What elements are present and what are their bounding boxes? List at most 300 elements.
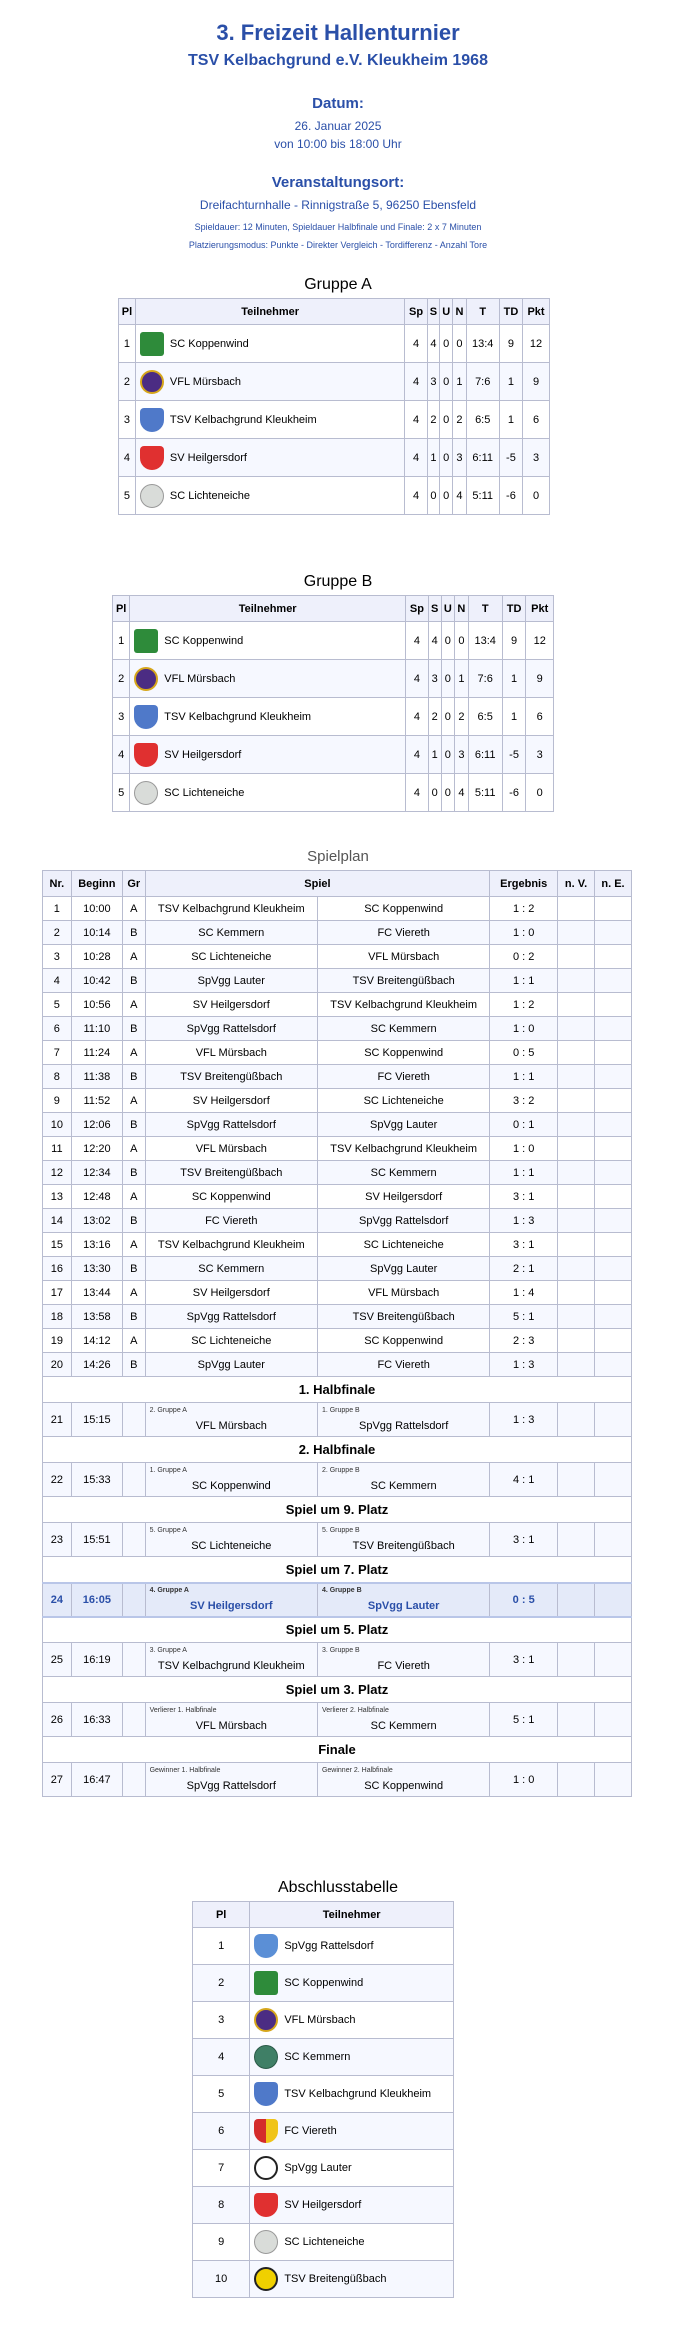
game-group: A bbox=[123, 897, 146, 921]
game-result: 1 : 0 bbox=[490, 1763, 558, 1797]
game-row bbox=[43, 1305, 632, 1329]
home-slot-inner bbox=[146, 1404, 317, 1436]
away-slot bbox=[317, 1463, 489, 1497]
away-source: Verlierer 2. Halbfinale bbox=[321, 1706, 389, 1714]
team-name: TSV Kelbachgrund Kleukheim bbox=[169, 413, 317, 426]
game-nr: 17 bbox=[43, 1281, 72, 1305]
game-row bbox=[43, 897, 632, 921]
nv-cell bbox=[558, 1257, 595, 1281]
nv-cell bbox=[558, 1703, 595, 1737]
away-source: 4. Gruppe B bbox=[321, 1586, 362, 1594]
round-title: Spiel um 9. Platz bbox=[43, 1497, 632, 1523]
venue-value: Dreifachturnhalle - Rinnigstraße 5, 96250 Ebensfeld bbox=[199, 198, 477, 212]
final-col-pl: Pl bbox=[193, 1902, 250, 1928]
heilgersdorf-logo-icon bbox=[140, 446, 164, 470]
nv-cell bbox=[558, 1161, 595, 1185]
cell-team bbox=[130, 736, 406, 774]
home-team: SV Heilgersdorf bbox=[145, 993, 317, 1017]
home-slot bbox=[145, 1523, 317, 1557]
lauter-logo-icon bbox=[254, 2156, 278, 2180]
group-col-0: Pl bbox=[113, 596, 130, 622]
game-group bbox=[123, 1463, 146, 1497]
cell-s: 4 bbox=[427, 325, 439, 363]
game-result: 1 : 1 bbox=[490, 1161, 558, 1185]
home-team: SV Heilgersdorf bbox=[145, 1281, 317, 1305]
final-team bbox=[250, 2113, 454, 2150]
nv-cell bbox=[558, 1065, 595, 1089]
game-result: 3 : 1 bbox=[490, 1233, 558, 1257]
game-time: 11:10 bbox=[71, 1017, 122, 1041]
home-source: 2. Gruppe A bbox=[149, 1406, 187, 1414]
ne-cell bbox=[594, 1403, 631, 1437]
cell-td: 1 bbox=[502, 698, 526, 736]
nv-cell bbox=[558, 1281, 595, 1305]
game-time: 13:58 bbox=[71, 1305, 122, 1329]
cell-s: 0 bbox=[427, 477, 439, 515]
nv-cell bbox=[558, 921, 595, 945]
game-group bbox=[123, 1583, 146, 1617]
away-team: TSV Breitengüßbach bbox=[352, 1539, 455, 1552]
away-slot bbox=[317, 1583, 489, 1617]
ne-cell bbox=[594, 1703, 631, 1737]
cell-n: 1 bbox=[453, 363, 466, 401]
date-label: Datum: bbox=[312, 95, 364, 112]
round-title: Spiel um 3. Platz bbox=[43, 1677, 632, 1703]
away-team: SC Koppenwind bbox=[364, 1779, 444, 1792]
cell-pkt: 12 bbox=[526, 622, 554, 660]
cell-t: 5:11 bbox=[468, 774, 502, 812]
game-row bbox=[43, 1353, 632, 1377]
away-source: 2. Gruppe B bbox=[321, 1466, 360, 1474]
cell-t: 13:4 bbox=[466, 325, 499, 363]
game-nr: 18 bbox=[43, 1305, 72, 1329]
game-group: B bbox=[123, 1305, 146, 1329]
team-name: TSV Kelbachgrund Kleukheim bbox=[284, 2087, 432, 2100]
game-result: 1 : 3 bbox=[490, 1209, 558, 1233]
game-time: 12:20 bbox=[71, 1137, 122, 1161]
away-team: SC Lichteneiche bbox=[317, 1089, 489, 1113]
group-b-table bbox=[112, 595, 554, 812]
game-time: 14:12 bbox=[71, 1329, 122, 1353]
home-source: Gewinner 1. Halbfinale bbox=[149, 1766, 221, 1774]
cell-u: 0 bbox=[440, 363, 453, 401]
game-result: 0 : 2 bbox=[490, 945, 558, 969]
nv-cell bbox=[558, 945, 595, 969]
col-nv: n. V. bbox=[558, 871, 595, 897]
final-place: 4 bbox=[193, 2039, 250, 2076]
home-team: VFL Mürsbach bbox=[195, 1719, 267, 1732]
home-slot bbox=[145, 1643, 317, 1677]
group-b-header-row bbox=[113, 596, 554, 622]
table-row bbox=[119, 439, 550, 477]
game-time: 13:16 bbox=[71, 1233, 122, 1257]
date-value: 26. Januar 2025 bbox=[294, 119, 382, 133]
away-slot-inner bbox=[318, 1524, 489, 1556]
cell-s: 1 bbox=[428, 736, 441, 774]
game-row bbox=[43, 1113, 632, 1137]
final-team bbox=[250, 1965, 454, 2002]
team-name: SpVgg Lauter bbox=[284, 2161, 352, 2174]
duration-note: Spieldauer: 12 Minuten, Spieldauer Halbfinale und Finale: 2 x 7 Minuten bbox=[194, 222, 482, 232]
ne-cell bbox=[594, 1161, 631, 1185]
ne-cell bbox=[594, 1329, 631, 1353]
col-ergebnis: Ergebnis bbox=[490, 871, 558, 897]
home-slot bbox=[145, 1463, 317, 1497]
cell-u: 0 bbox=[440, 477, 453, 515]
away-team: FC Viereth bbox=[317, 1353, 489, 1377]
game-group: B bbox=[123, 1161, 146, 1185]
team-name: SV Heilgersdorf bbox=[169, 451, 247, 464]
table-row bbox=[193, 2261, 454, 2298]
group-col-5: N bbox=[455, 596, 469, 622]
game-group: A bbox=[123, 1329, 146, 1353]
home-team: VFL Mürsbach bbox=[145, 1137, 317, 1161]
away-source: 1. Gruppe B bbox=[321, 1406, 360, 1414]
round-title: Finale bbox=[43, 1737, 632, 1763]
knockout-row bbox=[43, 1463, 632, 1497]
team-name: SC Lichteneiche bbox=[169, 489, 251, 502]
game-result: 1 : 0 bbox=[490, 921, 558, 945]
cell-team bbox=[130, 622, 406, 660]
game-group: A bbox=[123, 1041, 146, 1065]
knockout-row bbox=[43, 1703, 632, 1737]
game-time: 10:42 bbox=[71, 969, 122, 993]
ne-cell bbox=[594, 969, 631, 993]
muersbach-logo-icon bbox=[134, 667, 158, 691]
group-col-3: S bbox=[427, 299, 439, 325]
game-time: 16:33 bbox=[71, 1703, 122, 1737]
game-row bbox=[43, 1137, 632, 1161]
round-header-row bbox=[43, 1617, 632, 1643]
game-result: 1 : 1 bbox=[490, 969, 558, 993]
away-team: SC Kemmern bbox=[370, 1719, 437, 1732]
cell-t: 13:4 bbox=[468, 622, 502, 660]
final-place: 7 bbox=[193, 2150, 250, 2187]
final-team bbox=[250, 2261, 454, 2298]
cell-t: 5:11 bbox=[466, 477, 499, 515]
game-time: 15:15 bbox=[71, 1403, 122, 1437]
game-result: 3 : 2 bbox=[490, 1089, 558, 1113]
group-col-0: Pl bbox=[119, 299, 136, 325]
game-nr: 5 bbox=[43, 993, 72, 1017]
knockout-row bbox=[43, 1403, 632, 1437]
away-team: SC Kemmern bbox=[317, 1161, 489, 1185]
away-source: Gewinner 2. Halbfinale bbox=[321, 1766, 393, 1774]
game-nr: 26 bbox=[43, 1703, 72, 1737]
knockout-row bbox=[43, 1763, 632, 1797]
ne-cell bbox=[594, 1089, 631, 1113]
final-place: 2 bbox=[193, 1965, 250, 2002]
final-team bbox=[250, 2187, 454, 2224]
nv-cell bbox=[558, 1763, 595, 1797]
kemmern-logo-icon bbox=[254, 2045, 278, 2069]
cell-sp: 4 bbox=[405, 363, 427, 401]
round-title: Spiel um 7. Platz bbox=[43, 1557, 632, 1583]
game-nr: 8 bbox=[43, 1065, 72, 1089]
team-name: SV Heilgersdorf bbox=[284, 2198, 362, 2211]
table-row bbox=[193, 2002, 454, 2039]
game-group: B bbox=[123, 921, 146, 945]
table-row bbox=[113, 698, 554, 736]
ne-cell bbox=[594, 1281, 631, 1305]
venue-label: Veranstaltungsort: bbox=[271, 174, 405, 191]
cell-n: 4 bbox=[453, 477, 466, 515]
ne-cell bbox=[594, 1763, 631, 1797]
game-row bbox=[43, 1185, 632, 1209]
game-result: 0 : 5 bbox=[490, 1041, 558, 1065]
cell-sp: 4 bbox=[406, 736, 429, 774]
cell-u: 0 bbox=[441, 736, 455, 774]
ne-cell bbox=[594, 1353, 631, 1377]
game-result: 2 : 1 bbox=[490, 1257, 558, 1281]
game-group: B bbox=[123, 1257, 146, 1281]
nv-cell bbox=[558, 1643, 595, 1677]
cell-n: 1 bbox=[455, 660, 469, 698]
game-group: B bbox=[123, 1017, 146, 1041]
knockout-row bbox=[43, 1643, 632, 1677]
team-name: SC Lichteneiche bbox=[164, 786, 245, 799]
cell-team bbox=[135, 439, 404, 477]
game-group: B bbox=[123, 1113, 146, 1137]
away-slot bbox=[317, 1643, 489, 1677]
team-name: SC Koppenwind bbox=[169, 337, 249, 350]
cell-team bbox=[130, 660, 406, 698]
nv-cell bbox=[558, 1329, 595, 1353]
final-team bbox=[250, 2002, 454, 2039]
home-team: SC Kemmern bbox=[145, 1257, 317, 1281]
group-col-6: T bbox=[468, 596, 502, 622]
away-team: FC Viereth bbox=[377, 1659, 430, 1672]
game-group: A bbox=[123, 1137, 146, 1161]
cell-pl: 1 bbox=[119, 325, 136, 363]
away-team: SpVgg Lauter bbox=[317, 1113, 489, 1137]
game-time: 11:24 bbox=[71, 1041, 122, 1065]
home-slot bbox=[145, 1403, 317, 1437]
schedule-header-row bbox=[43, 871, 632, 897]
away-slot-inner bbox=[318, 1584, 489, 1616]
ne-cell bbox=[594, 1233, 631, 1257]
group-col-3: S bbox=[428, 596, 441, 622]
team-name: VFL Mürsbach bbox=[164, 672, 236, 685]
round-header-row bbox=[43, 1557, 632, 1583]
game-group bbox=[123, 1763, 146, 1797]
cell-s: 2 bbox=[427, 401, 439, 439]
away-slot-inner bbox=[318, 1764, 489, 1796]
muersbach-logo-icon bbox=[140, 370, 164, 394]
game-row bbox=[43, 1041, 632, 1065]
away-slot-inner bbox=[318, 1464, 489, 1496]
away-team: SpVgg Lauter bbox=[367, 1599, 440, 1612]
heilgersdorf-logo-icon bbox=[134, 743, 158, 767]
cell-pkt: 9 bbox=[523, 363, 550, 401]
game-result: 5 : 1 bbox=[490, 1305, 558, 1329]
cell-td: 1 bbox=[499, 401, 522, 439]
group-a-header-row bbox=[119, 299, 550, 325]
nv-cell bbox=[558, 1113, 595, 1137]
game-group: A bbox=[123, 1185, 146, 1209]
game-nr: 21 bbox=[43, 1403, 72, 1437]
cell-sp: 4 bbox=[405, 439, 427, 477]
game-time: 12:48 bbox=[71, 1185, 122, 1209]
nv-cell bbox=[558, 1137, 595, 1161]
mode-note: Platzierungsmodus: Punkte - Direkter Vergleich - Tordifferenz - Anzahl Tore bbox=[188, 240, 488, 250]
cell-td: -5 bbox=[502, 736, 526, 774]
koppenwind-logo-icon bbox=[254, 1971, 278, 1995]
game-result: 1 : 3 bbox=[490, 1403, 558, 1437]
final-place: 6 bbox=[193, 2113, 250, 2150]
lichteneiche-logo-icon bbox=[134, 781, 158, 805]
game-result: 2 : 3 bbox=[490, 1329, 558, 1353]
home-slot-inner bbox=[146, 1764, 317, 1796]
game-nr: 11 bbox=[43, 1137, 72, 1161]
table-row bbox=[193, 2076, 454, 2113]
game-group: A bbox=[123, 945, 146, 969]
round-header-row bbox=[43, 1737, 632, 1763]
cell-n: 2 bbox=[455, 698, 469, 736]
away-team: SpVgg Rattelsdorf bbox=[359, 1419, 449, 1432]
team-name: SC Kemmern bbox=[284, 2050, 351, 2063]
game-result: 3 : 1 bbox=[490, 1643, 558, 1677]
cell-pkt: 6 bbox=[526, 698, 554, 736]
home-slot bbox=[145, 1703, 317, 1737]
cell-s: 4 bbox=[428, 622, 441, 660]
game-row bbox=[43, 921, 632, 945]
ne-cell bbox=[594, 1305, 631, 1329]
cell-sp: 4 bbox=[406, 660, 429, 698]
away-team: SC Kemmern bbox=[370, 1479, 437, 1492]
away-source: 3. Gruppe B bbox=[321, 1646, 360, 1654]
game-result: 4 : 1 bbox=[490, 1463, 558, 1497]
col-spiel: Spiel bbox=[145, 871, 490, 897]
group-col-2: Sp bbox=[406, 596, 429, 622]
away-team: SV Heilgersdorf bbox=[317, 1185, 489, 1209]
cell-t: 7:6 bbox=[466, 363, 499, 401]
nv-cell bbox=[558, 1089, 595, 1113]
ne-cell bbox=[594, 1643, 631, 1677]
game-nr: 6 bbox=[43, 1017, 72, 1041]
game-time: 12:34 bbox=[71, 1161, 122, 1185]
final-place: 3 bbox=[193, 2002, 250, 2039]
table-row bbox=[113, 736, 554, 774]
cell-team bbox=[130, 698, 406, 736]
nv-cell bbox=[558, 969, 595, 993]
home-slot-inner bbox=[146, 1524, 317, 1556]
ne-cell bbox=[594, 1065, 631, 1089]
game-time: 15:33 bbox=[71, 1463, 122, 1497]
nv-cell bbox=[558, 897, 595, 921]
cell-team bbox=[135, 363, 404, 401]
cell-n: 0 bbox=[453, 325, 466, 363]
cell-pl: 1 bbox=[113, 622, 130, 660]
cell-pkt: 0 bbox=[523, 477, 550, 515]
away-team: TSV Breitengüßbach bbox=[317, 1305, 489, 1329]
cell-s: 0 bbox=[428, 774, 441, 812]
final-place: 8 bbox=[193, 2187, 250, 2224]
final-place: 1 bbox=[193, 1928, 250, 1965]
group-col-4: U bbox=[441, 596, 455, 622]
game-row bbox=[43, 1065, 632, 1089]
nv-cell bbox=[558, 1209, 595, 1233]
group-col-7: TD bbox=[499, 299, 522, 325]
game-nr: 13 bbox=[43, 1185, 72, 1209]
away-team: SC Koppenwind bbox=[317, 1041, 489, 1065]
game-result: 3 : 1 bbox=[490, 1185, 558, 1209]
home-source: 3. Gruppe A bbox=[149, 1646, 187, 1654]
game-row bbox=[43, 1257, 632, 1281]
table-row bbox=[193, 2113, 454, 2150]
cell-pkt: 6 bbox=[523, 401, 550, 439]
game-row bbox=[43, 1161, 632, 1185]
table-row bbox=[119, 363, 550, 401]
game-nr: 20 bbox=[43, 1353, 72, 1377]
game-row bbox=[43, 969, 632, 993]
game-time: 16:47 bbox=[71, 1763, 122, 1797]
group-a-table bbox=[118, 298, 550, 515]
home-team: SpVgg Rattelsdorf bbox=[145, 1305, 317, 1329]
away-team: SC Lichteneiche bbox=[317, 1233, 489, 1257]
schedule-title: Spielplan bbox=[307, 848, 369, 865]
table-row bbox=[113, 660, 554, 698]
final-team bbox=[250, 1928, 454, 1965]
cell-t: 6:11 bbox=[468, 736, 502, 774]
game-result: 1 : 0 bbox=[490, 1017, 558, 1041]
nv-cell bbox=[558, 1017, 595, 1041]
knockout-row bbox=[43, 1523, 632, 1557]
group-col-1: Teilnehmer bbox=[130, 596, 406, 622]
heilgersdorf-logo-icon bbox=[254, 2193, 278, 2217]
final-team bbox=[250, 2150, 454, 2187]
cell-td: 9 bbox=[502, 622, 526, 660]
away-team: TSV Kelbachgrund Kleukheim bbox=[317, 1137, 489, 1161]
game-time: 16:19 bbox=[71, 1643, 122, 1677]
cell-td: -6 bbox=[499, 477, 522, 515]
away-slot bbox=[317, 1523, 489, 1557]
home-team: SV Heilgersdorf bbox=[190, 1599, 273, 1612]
game-time: 13:02 bbox=[71, 1209, 122, 1233]
cell-team bbox=[135, 325, 404, 363]
cell-pl: 3 bbox=[113, 698, 130, 736]
game-row bbox=[43, 945, 632, 969]
game-group: B bbox=[123, 1353, 146, 1377]
ne-cell bbox=[594, 1583, 631, 1617]
cell-sp: 4 bbox=[406, 622, 429, 660]
breitenguessbach-logo-icon bbox=[254, 2267, 278, 2291]
group-col-7: TD bbox=[502, 596, 526, 622]
home-team: FC Viereth bbox=[145, 1209, 317, 1233]
cell-td: -6 bbox=[502, 774, 526, 812]
header bbox=[0, 20, 676, 252]
table-row bbox=[193, 2039, 454, 2076]
time-value: von 10:00 bis 18:00 Uhr bbox=[274, 137, 402, 151]
koppenwind-logo-icon bbox=[134, 629, 158, 653]
home-team: TSV Kelbachgrund Kleukheim bbox=[145, 897, 317, 921]
game-nr: 3 bbox=[43, 945, 72, 969]
home-team: TSV Breitengüßbach bbox=[145, 1065, 317, 1089]
table-row bbox=[113, 774, 554, 812]
cell-pl: 2 bbox=[113, 660, 130, 698]
game-time: 14:26 bbox=[71, 1353, 122, 1377]
game-time: 16:05 bbox=[71, 1583, 122, 1617]
group-b-title: Gruppe B bbox=[303, 573, 373, 590]
table-row bbox=[119, 325, 550, 363]
game-row bbox=[43, 1281, 632, 1305]
ne-cell bbox=[594, 945, 631, 969]
nv-cell bbox=[558, 1463, 595, 1497]
final-header-row bbox=[193, 1902, 454, 1928]
group-a-title: Gruppe A bbox=[304, 276, 372, 293]
kleukheim-logo-icon bbox=[254, 2082, 278, 2106]
cell-pl: 2 bbox=[119, 363, 136, 401]
